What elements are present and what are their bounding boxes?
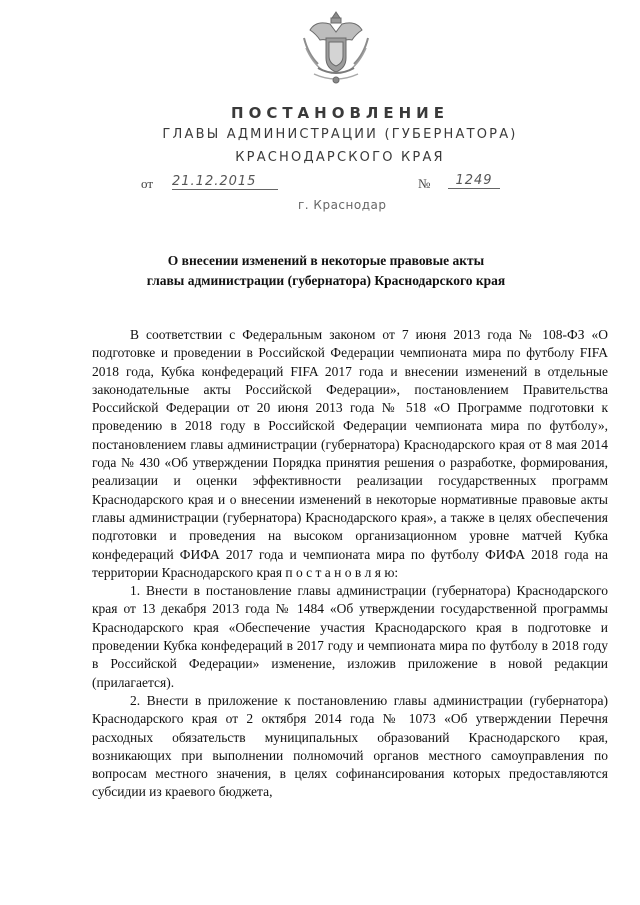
date-prefix: от: [141, 176, 154, 191]
body-paragraph-item-2: 2. Внести в приложение к постановлению главы администрации (губернатора) Краснодарского края от 2 октября 2014 года № 1073 «Об утверждении Перечня расходных обязательств муниципальных образований Краснодарского края, возникающих при выполнении полномочий органов местного самоуправления по вопросам местного значения, в целях софинансирования которых предоставляются субсидии из краевого бюджета,: [92, 692, 608, 800]
authority-heading: ГЛАВЫ АДМИНИСТРАЦИИ (ГУБЕРНАТОРА): [162, 127, 518, 142]
coat-of-arms-icon: [296, 8, 376, 86]
document-title-line-1: О внесении изменений в некоторые правовые акты: [167, 253, 485, 268]
city-label: г. Краснодар: [298, 198, 387, 212]
document-date: 21.12.2015: [172, 174, 278, 190]
region-heading: КРАСНОДАРСКОГО КРАЯ: [235, 150, 445, 165]
number-prefix: №: [418, 176, 431, 191]
document-number: 1249: [448, 173, 500, 189]
document-title-line-2: главы администрации (губернатора) Краснодарского края: [146, 273, 506, 288]
document-type-heading: ПОСТАНОВЛЕНИЕ: [231, 104, 449, 122]
document-body: [92, 326, 608, 802]
body-paragraph-preamble: В соответствии с Федеральным законом от 7 июня 2013 года № 108-ФЗ «О подготовке и проведении в Российской Федерации чемпионата мира по футболу FIFA 2018 года, Кубка конфедераций FIFA 2017 года и внесении изменений в отдельные законодательные акты Российской Федерации», постановлением Правительства Российской Федерации от 20 июня 2013 года № 518 «О Программе подготовки к проведению в 2018 году в Российской Федерации чемпионата мира по футболу», постановлением главы администрации (губернатора) Краснодарского края от 8 мая 2014 года № 430 «Об утверждении Порядка принятия решения о разработке, формирования, реализации и оценки эффективности реализации государственных программ Краснодарского края и о внесении изменений в некоторые нормативные правовые акты главы администрации (губернатора) Краснодарского края», а также в целях обеспечения подготовки и проведения на высоком организационном уровне матчей Кубка конфедераций ФИФА 2017 года и чемпионата мира по футболу ФИФА 2018 года на территории Краснодарского края п о с т а н о в л я ю:: [92, 327, 608, 580]
body-paragraph-item-1: 1. Внести в постановление главы администрации (губернатора) Краснодарского края от 13 декабря 2013 года № 1484 «Об утверждении государственной программы Краснодарского края «Обеспечение участия Краснодарского края в подготовке и проведении Кубка конфедераций в 2017 году и чемпионата мира по футболу в 2018 году в Российской Федерации» изменение, изложив приложение в новой редакции (прилагается).: [92, 583, 608, 690]
